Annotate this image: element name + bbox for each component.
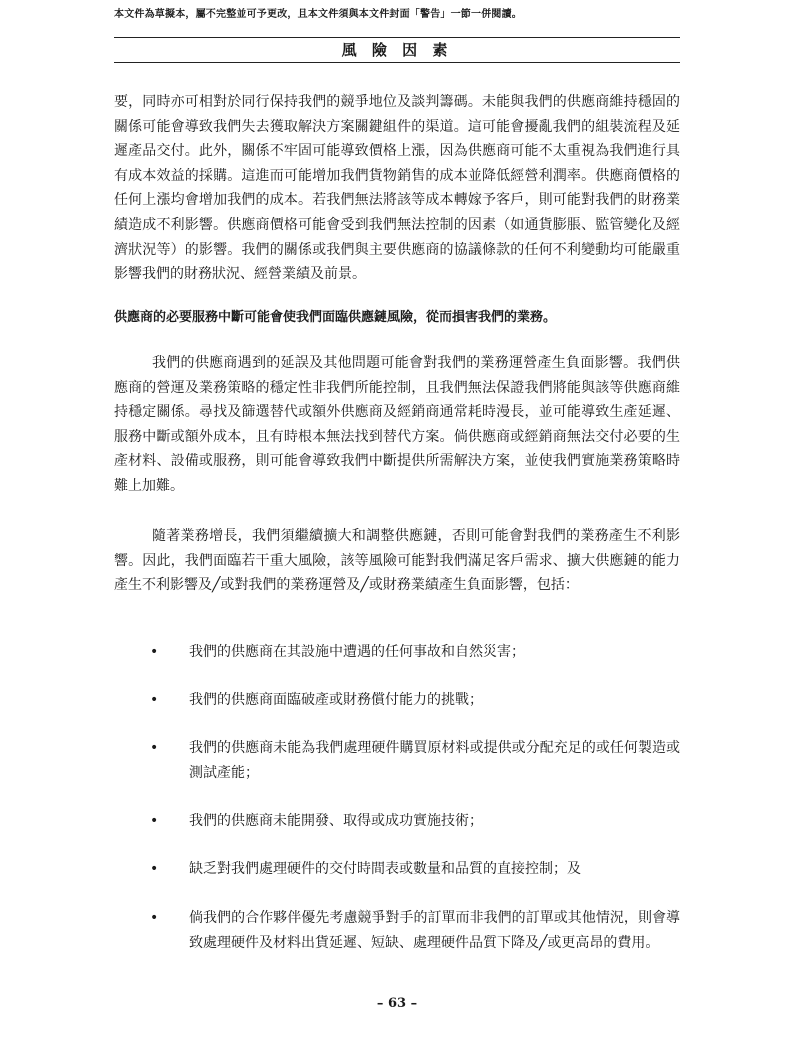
bullet-icon: • — [150, 740, 159, 756]
risk-heading: 供應商的必要服務中斷可能會使我們面臨供應鏈風險，從而損害我們的業務。 — [114, 310, 557, 325]
draft-notice: 本文件為草擬本，屬不完整並可予更改，且本文件須與本文件封面「警告」一節一併閱讀。 — [114, 9, 522, 20]
header-rule-bottom — [114, 62, 680, 63]
bullet-icon: • — [150, 813, 159, 829]
list-item-text: 我們的供應商未能為我們處理硬件購買原材料或提供或分配充足的或任何製造或測試產能； — [189, 740, 680, 781]
list-item-text: 缺乏對我們處理硬件的交付時間表或數量和品質的直接控制；及 — [189, 861, 581, 877]
list-item-text: 我們的供應商未能開發、取得或成功實施技術； — [189, 813, 483, 829]
list-item-text: 我們的供應商面臨破產或財務償付能力的挑戰； — [189, 692, 483, 708]
bullet-icon: • — [150, 692, 159, 708]
bullet-icon: • — [150, 910, 159, 926]
list-item-text: 我們的供應商在其設施中遭遇的任何事故和自然災害； — [189, 644, 525, 660]
bullet-icon: • — [150, 861, 159, 877]
header-rule-top — [114, 37, 680, 38]
bullet-icon: • — [150, 644, 159, 660]
paragraph-supplier-delays: 我們的供應商遇到的延誤及其他問題可能會對我們的業務運營產生負面影響。我們供應商的營運及業務策略的穩定性非我們所能控制，且我們無法保證我們將能與該等供應商維持穩定關係。尋找及篩選替代或額外供應商及經銷商通常耗時漫長，並可能導致生產延遲、服務中斷或額外成本，且有時根本無法找到替代方案。倘供應商或經銷商無法交付必要的生產材料、設備或服務，則可能會導致我們中斷提供所需解決方案，並使我們實施業務策略時難上加難。 — [114, 355, 680, 494]
paragraph-continued: 要，同時亦可相對於同行保持我們的競爭地位及談判籌碼。未能與我們的供應商維持穩固的關係可能會導致我們失去獲取解決方案關鍵組件的渠道。這可能會擾亂我們的組裝流程及延遲產品交付。此外，關係不牢固可能導致價格上漲，因為供應商可能不太重視為我們進行具有成本效益的採購。這進而可能增加我們貨物銷售的成本並降低經營利潤率。供應商價格的任何上漲均會增加我們的成本。若我們無法將該等成本轉嫁予客戶，則可能對我們的財務業績造成不利影響。供應商價格可能會受到我們無法控制的因素（如通貨膨脹、監管變化及經濟狀況等）的影響。我們的關係或我們與主要供應商的協議條款的任何不利變動均可能嚴重影響我們的財務狀況、經營業績及前景。 — [114, 94, 680, 283]
section-title: 風 險 因 素 — [341, 41, 453, 59]
paragraph-supply-chain-growth: 隨著業務增長，我們須繼續擴大和調整供應鏈，否則可能會對我們的業務產生不利影響。因此，我們面臨若干重大風險，該等風險可能對我們滿足客戶需求、擴大供應鏈的能力產生不利影響及╱或對我們的業務運營及╱或財務業績產生負面影響，包括： — [114, 528, 680, 594]
list-item-text: 倘我們的合作夥伴優先考慮競爭對手的訂單而非我們的訂單或其他情況，則會導致處理硬件及材料出貨延遲、短缺、處理硬件品質下降及╱或更高昂的費用。 — [189, 910, 680, 951]
page-number: – 63 – — [376, 996, 418, 1011]
